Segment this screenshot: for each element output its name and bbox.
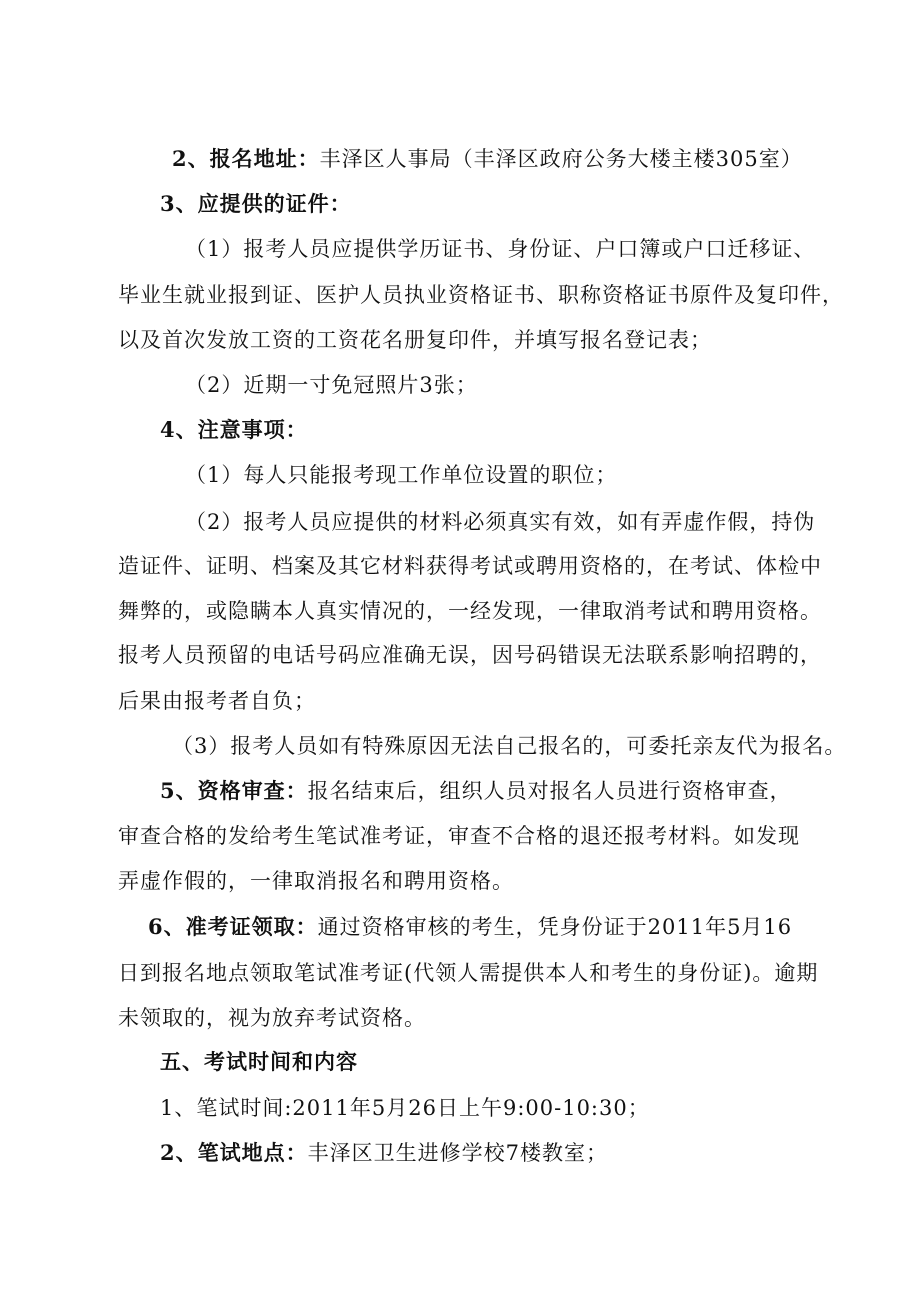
item4-3-line1: （3）报考人员如有特殊原因无法自己报名的，可委托亲友代为报名。 [172,734,847,758]
section5-heading: 五、考试时间和内容 [160,1049,358,1074]
item5-heading: 5、资格审查： [160,778,308,803]
item6-line1 [148,912,792,942]
exam2-line [160,1138,608,1168]
item4-2-line1: （2）报考人员应提供的材料必须真实有效，如有弄虚作假，持伪 [185,510,816,534]
item4-heading: 4、注意事项： [160,417,308,442]
exam2-text: 丰泽区卫生进修学校7楼教室； [307,1141,608,1165]
item2-line [172,144,803,174]
item3-1-line1: （1）报考人员应提供学历证书、身份证、户口簿或户口迁移证、 [185,237,816,261]
item4-2-line2: 造证件、证明、档案及其它材料获得考试或聘用资格的，在考试、体检中 [118,554,822,578]
exam1-line: 1、笔试时间:2011年5月26日上午9:00-10:30； [160,1096,650,1120]
item4-2-line5: 后果由报考者自负； [118,689,316,713]
item3-1-line3: 以及首次发放工资的工资花名册复印件，并填写报名登记表； [118,328,712,352]
item6-line3: 未领取的，视为放弃考试资格。 [118,1006,426,1030]
item3-heading: 3、应提供的证件： [160,191,352,216]
item5-line3: 弄虚作假的，一律取消报名和聘用资格。 [118,869,514,893]
item6-line2: 日到报名地点领取笔试准考证(代领人需提供本人和考生的身份证)。逾期 [118,961,819,985]
item4-1-line1: （1）每人只能报考现工作单位设置的职位； [185,463,618,487]
item5-line1 [160,776,792,806]
item5-text: 报名结束后，组织人员对报名人员进行资格审查， [307,779,792,803]
item4-2-line3: 舞弊的，或隐瞒本人真实情况的，一经发现，一律取消考试和聘用资格。 [118,599,822,623]
item6-heading: 6、准考证领取： [148,914,318,939]
item2-heading: 2、报名地址： [172,146,320,171]
exam2-heading: 2、笔试地点： [160,1140,308,1165]
item2-text: 丰泽区人事局（丰泽区政府公务大楼主楼305室） [319,147,803,171]
item3-2-line1: （2）近期一寸免冠照片3张； [185,373,478,397]
item6-text: 通过资格审核的考生，凭身份证于2011年5月16 [317,915,793,939]
item5-line2: 审查合格的发给考生笔试准考证，审查不合格的退还报考材料。如发现 [118,824,800,848]
item4-2-line4: 报考人员预留的电话号码应准确无误，因号码错误无法联系影响招聘的， [118,643,822,667]
item3-1-line2: 毕业生就业报到证、医护人员执业资格证书、职称资格证书原件及复印件， [118,283,844,307]
